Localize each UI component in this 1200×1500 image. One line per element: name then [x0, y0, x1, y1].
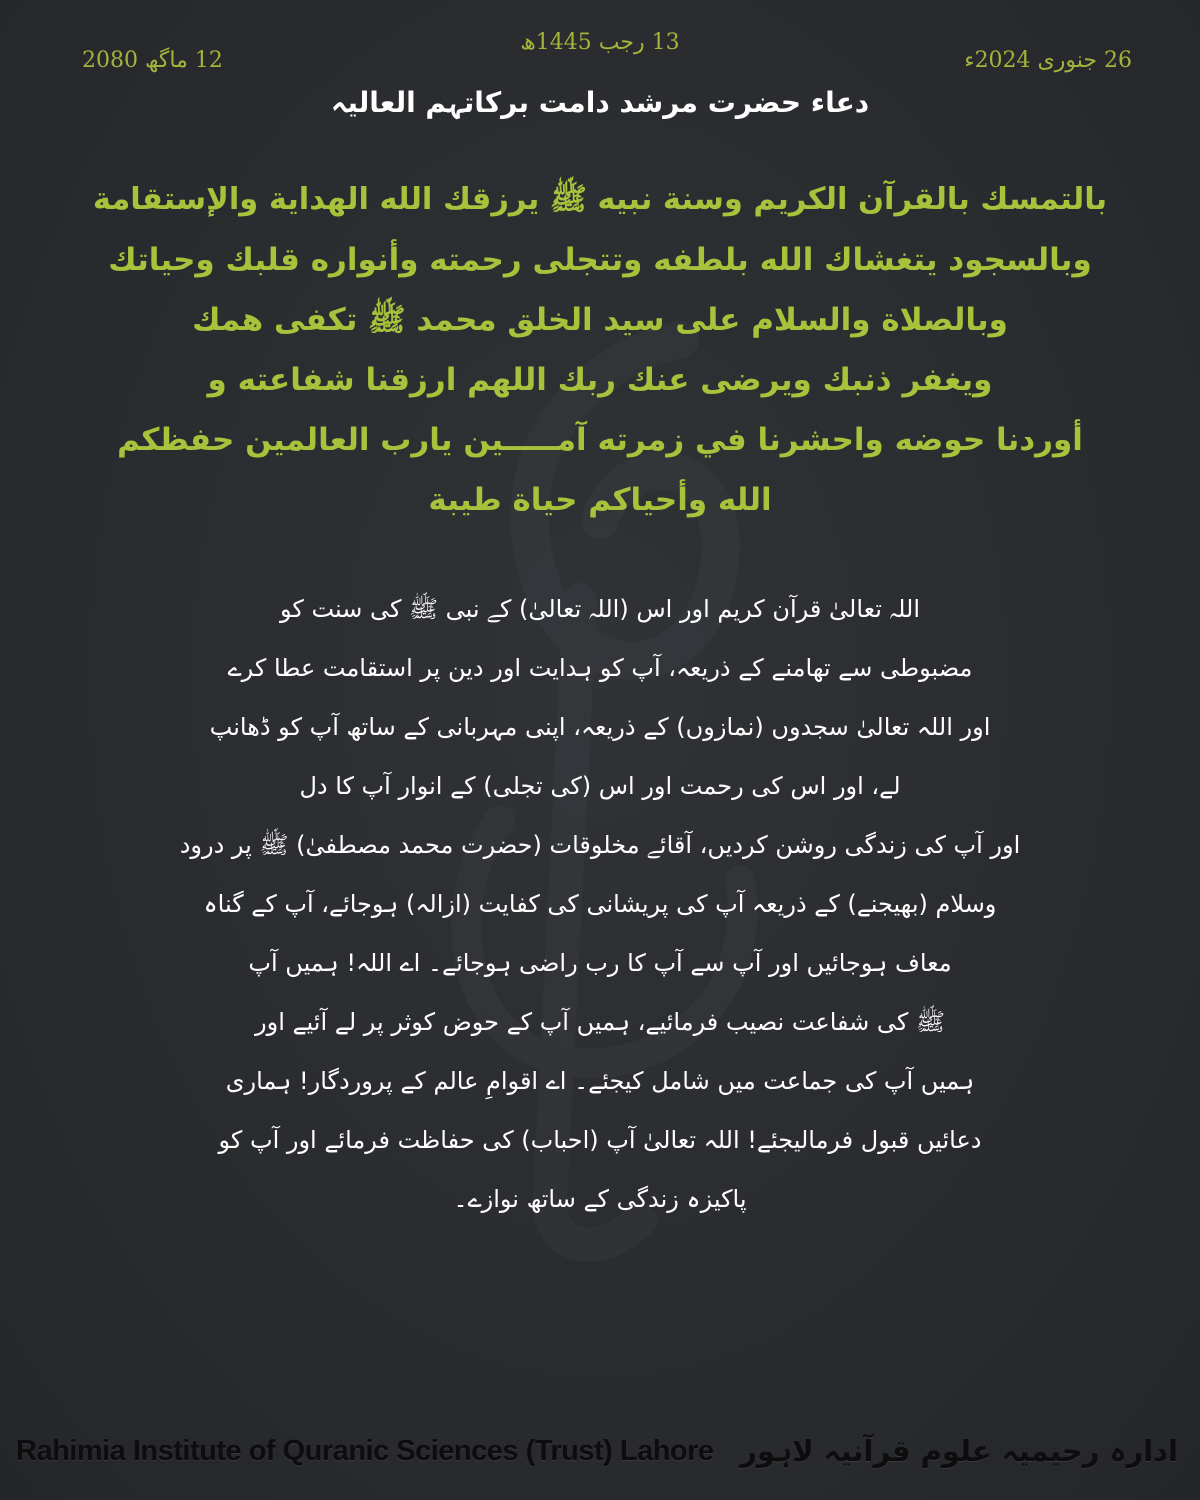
urdu-line: معاف ہوجائیں اور آپ سے آپ کا رب راضی ہوجائے۔ اے اللہ! ہمیں آپ	[248, 949, 952, 977]
urdu-translation	[170, 580, 1030, 1229]
arabic-line: ويغفر ذنبك ويرضى عنك ربك اللهم ارزقنا شفاعته و	[207, 362, 993, 398]
arabic-dua	[90, 170, 1110, 530]
arabic-line: وبالصلاة والسلام على سيد الخلق محمد ﷺ تكفى همك	[192, 302, 1008, 338]
urdu-line: اور اللہ تعالیٰ سجدوں (نمازوں) کے ذریعہ، اپنی مہربانی کے ساتھ آپ کو ڈھانپ	[209, 713, 991, 741]
arabic-line: الله وأحياكم حياة طيبة	[428, 482, 772, 518]
urdu-line: ﷺ کی شفاعت نصیب فرمائیے، ہمیں آپ کے حوض کوثر پر لے آئیے اور	[255, 1008, 945, 1036]
urdu-line: دعائیں قبول فرمالیجئے! اللہ تعالیٰ آپ (احباب) کی حفاظت فرمائے اور آپ کو	[218, 1126, 982, 1154]
urdu-line: مضبوطی سے تھامنے کے ذریعہ، آپ کو ہدایت اور دین پر استقامت عطا کرے	[227, 654, 973, 682]
urdu-line: پاکیزہ زندگی کے ساتھ نوازے۔	[453, 1185, 747, 1213]
urdu-line: وسلام (بھیجنے) کے ذریعہ آپ کی پریشانی کی کفایت (ازالہ) ہوجائے، آپ کے گناہ	[203, 890, 997, 918]
urdu-line: ہمیں آپ کی جماعت میں شامل کیجئے۔ اے اقوامِ عالم کے پروردگار! ہماری	[225, 1067, 975, 1095]
arabic-line: بالتمسك بالقرآن الكريم وسنة نبيه ﷺ يرزقك الله الهداية والإستقامة	[92, 182, 1108, 217]
urdu-line: اللہ تعالیٰ قرآن کریم اور اس (اللہ تعالیٰ) کے نبی ﷺ کی سنت کو	[280, 595, 920, 623]
arabic-line: أوردنا حوضه واحشرنا في زمرته آمـــــين يارب العالمين حفظكم	[117, 422, 1083, 458]
page-title: دعاء حضرت مرشد دامت برکاتہم العالیہ	[330, 86, 870, 119]
urdu-line: لے، اور اس کی رحمت اور اس (کی تجلی) کے انوار آپ کا دل	[299, 772, 901, 800]
institute-name-english: Rahimia Institute of Quranic Sciences (Trust) Lahore	[16, 1434, 714, 1467]
urdu-line: اور آپ کی زندگی روشن کردیں، آقائے مخلوقات (حضرت محمد مصطفیٰ) ﷺ پر درود	[179, 831, 1021, 859]
arabic-line: وبالسجود يتغشاك الله بلطفه وتتجلى رحمته وأنواره قلبك وحياتك	[108, 242, 1092, 278]
gregorian-date: 26 جنوری 2024ء	[964, 48, 1132, 73]
footer	[0, 1402, 1200, 1500]
bikrami-date: 12 ماگھ 2080	[82, 48, 223, 73]
hijri-date: 13 رجب 1445ھ	[520, 30, 680, 55]
institute-name-urdu: ادارہ رحیمیہ علوم قرآنیہ لاہور	[740, 1434, 1178, 1468]
